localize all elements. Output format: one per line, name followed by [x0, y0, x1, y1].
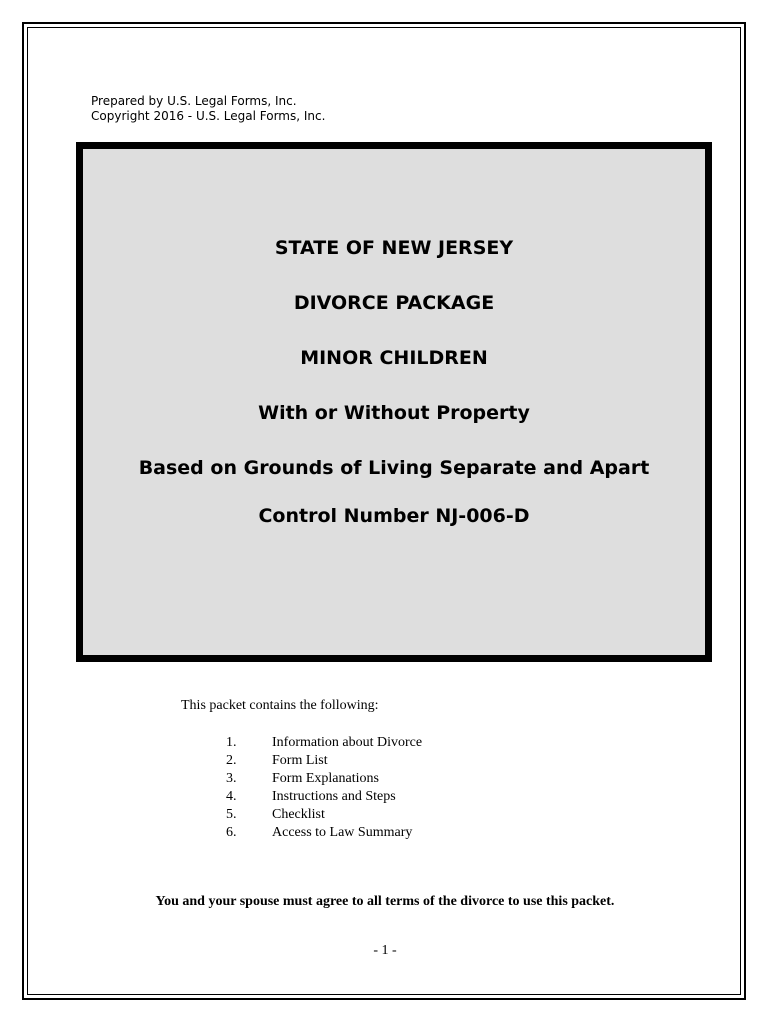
- list-item-label: Checklist: [272, 807, 325, 822]
- package-title: DIVORCE PACKAGE: [293, 292, 495, 314]
- control-number: Control Number NJ-006-D: [258, 505, 530, 527]
- cover-title-box: [76, 142, 712, 662]
- copyright-line: Copyright 2016 - U.S. Legal Forms, Inc.: [91, 109, 326, 123]
- children-title: MINOR CHILDREN: [300, 347, 488, 369]
- grounds-title: Based on Grounds of Living Separate and Apart: [138, 457, 650, 479]
- state-title: STATE OF NEW JERSEY: [274, 237, 514, 259]
- list-item: [226, 824, 422, 842]
- prepared-by-line: Prepared by U.S. Legal Forms, Inc.: [91, 94, 297, 108]
- list-item-label: Information about Divorce: [272, 735, 423, 750]
- list-item-label: Instructions and Steps: [272, 789, 396, 804]
- page-number: - 1 -: [373, 943, 397, 958]
- list-item: [226, 734, 422, 752]
- list-item: [226, 752, 422, 770]
- contents-intro: This packet contains the following:: [181, 698, 379, 713]
- agreement-notice: You and your spouse must agree to all terms of the divorce to use this packet.: [155, 894, 615, 909]
- list-item-number: 3.: [226, 771, 237, 786]
- preparer-notice: [91, 94, 325, 124]
- list-item: [226, 770, 422, 788]
- property-title: With or Without Property: [258, 402, 530, 424]
- list-item: [226, 788, 422, 806]
- list-item-number: 2.: [226, 753, 237, 768]
- list-item-number: 6.: [226, 825, 237, 840]
- list-item-label: Form List: [272, 753, 328, 768]
- list-item-number: 4.: [226, 789, 237, 804]
- list-item-label: Form Explanations: [272, 771, 379, 786]
- contents-list: [226, 734, 422, 842]
- list-item-number: 1.: [226, 735, 237, 750]
- list-item-label: Access to Law Summary: [272, 825, 413, 840]
- list-item-number: 5.: [226, 807, 237, 822]
- list-item: [226, 806, 422, 824]
